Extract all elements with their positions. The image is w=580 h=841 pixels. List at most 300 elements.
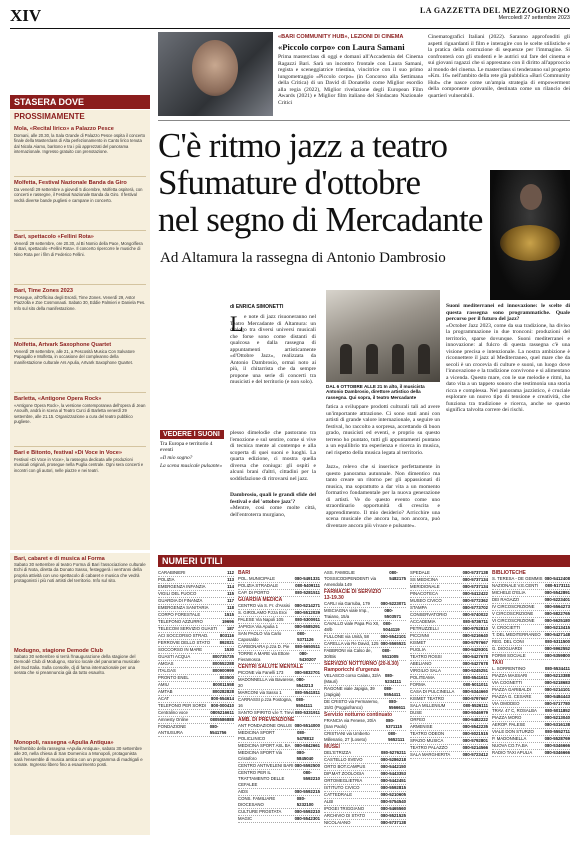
number-value: 080-5566611	[388, 699, 406, 710]
number-row	[410, 710, 488, 717]
number-label: T. DEL MEDITERRANEO	[492, 632, 541, 637]
article-text: e note di jazz risuoneranno nel Teatro Mercadante di Altamura: un dialogo tra diversi universi musicali che forse sono come distanti di qualcosa e dalla rassegna di appuntamenti artisticamente «d'Ottobre Jazz», realizzata da Antonio Dambrosio, ormai noto ai più, il chitarrista che da sempre propone una serie di concerti tra musicisti e del territorio (e non solo).	[230, 314, 316, 385]
number-row	[238, 651, 320, 664]
number-value: 112	[227, 570, 234, 575]
number-value: 800552288	[212, 661, 234, 666]
event-title: Bari, spettacolo «Fellini Rota»	[14, 234, 94, 240]
number-value: 080-5443353	[380, 771, 406, 776]
number-value: 080-5412408	[544, 576, 570, 581]
event-text: Da venerdì 29 settembre a giovedì 5 dicembre, Molfetta ospiterà, con concerti e rassegne, il Festival Nazionale Banda da Giro. Il festival vedrà diverse bande pugliesi e campane in concerto.	[14, 187, 143, 203]
number-label: MICHELE D'ELIA	[492, 590, 526, 595]
number-row	[158, 647, 234, 654]
number-row	[410, 689, 488, 696]
event-item	[10, 178, 150, 229]
number-row	[158, 689, 234, 696]
number-label: REG. DEL CONI	[492, 639, 524, 644]
number-label: RAGONE viale Japigia, 39 (Japigia)	[324, 686, 375, 697]
number-row	[324, 621, 406, 634]
number-row	[238, 809, 320, 816]
number-value: 080-5011011	[463, 682, 488, 687]
number-row	[158, 577, 234, 584]
number-label: AMTAB	[158, 689, 173, 694]
number-value: 080-5737134	[462, 577, 488, 582]
number-value: 080-5046979	[462, 710, 488, 715]
number-value: 080-5409111	[295, 583, 320, 588]
event-title: Barletta, «Antigone Opera Rock»	[14, 396, 102, 402]
number-row	[238, 610, 320, 617]
sidebar-bottom	[10, 553, 150, 835]
number-label: CASA DI PULCINELLA	[410, 689, 455, 694]
event-title: Monopoli, rassegna «Apulia Antiqua»	[14, 740, 114, 746]
number-label: CATTEDRALE	[324, 792, 353, 797]
headline-line-2: Sfumature d'ottobre	[158, 163, 421, 202]
number-row	[410, 724, 488, 731]
number-value: 080-5592210	[303, 770, 320, 781]
number-row	[158, 626, 234, 633]
number-value: 080-5625180	[544, 618, 570, 623]
event-text: Prosegue, all'Officina degli Esordi, Time Zones. Venerdì 29, Astor Piazzolla e Zoe Cosmonauti. Sabato 30, Eddie Palmieri e Daniela Pes. Info sul sito della manifestazione.	[14, 295, 146, 311]
number-row	[410, 619, 488, 626]
number-value: 800900999	[212, 668, 234, 673]
number-value: 113	[227, 577, 234, 582]
number-label: SPAZIO MUSICA	[410, 738, 444, 743]
number-value: 080-5717780	[544, 701, 570, 706]
number-value: 080-5245251	[462, 668, 488, 673]
number-label: MEDICINA SPORT ASL BA	[238, 743, 291, 748]
number-row	[492, 639, 570, 646]
number-row	[410, 584, 488, 591]
number-value: 114	[227, 584, 234, 589]
number-row	[492, 701, 570, 708]
numeri-utili-label: NUMERI UTILI	[162, 556, 223, 566]
number-label: 13-19.30	[324, 595, 344, 601]
number-row	[410, 633, 488, 640]
number-value: 080-5541811	[294, 690, 320, 695]
number-label: S. TERESA - DE GEMMIS	[492, 576, 543, 581]
number-value: 080-5797667	[462, 640, 488, 645]
number-label: CENTRO via S. Fr. d'Assisi	[238, 603, 290, 608]
number-label: FABBRONI via Calso de, 30/Bis	[324, 648, 372, 659]
number-row	[410, 717, 488, 724]
number-row	[492, 736, 570, 743]
number-value: 080-5792801	[462, 738, 488, 743]
number-value: 080-5223071	[380, 601, 406, 606]
number-label: CAP. DI PORTO	[238, 590, 270, 595]
city-heading: BARI	[238, 570, 251, 576]
number-row	[324, 601, 406, 608]
number-label: AMIU	[158, 682, 169, 687]
number-row	[238, 617, 320, 624]
number-row	[492, 687, 570, 694]
number-label: ANT FONDAZIONE ONLUS	[238, 723, 292, 728]
number-row	[158, 605, 234, 612]
number-value: 080-5430207	[299, 651, 317, 662]
number-label: IPOGEI TRIGGIANO	[324, 806, 365, 811]
number-label: POL. MUNICIPALE	[238, 576, 275, 581]
number-label: POLIZIA	[158, 577, 175, 582]
number-label: FONDAZIONE ANTIUSURA	[158, 724, 187, 735]
number-value: 080-5504111	[295, 697, 313, 708]
article-col-4	[446, 303, 570, 523]
number-value: 080-5484443	[544, 694, 570, 699]
number-row	[238, 730, 320, 743]
number-value: 080-5754540	[380, 799, 406, 804]
number-value: 115	[227, 591, 234, 596]
number-label: PICONE via Fanelli 173	[238, 670, 284, 675]
number-label: KISMET	[410, 640, 426, 645]
guitar-shape	[500, 225, 560, 261]
number-value: 800735735	[212, 654, 234, 659]
number-label: ACCADEMIA	[410, 619, 436, 624]
number-value: 080-5371115	[385, 718, 402, 729]
number-label: NAZIONALE V.E.CENTI	[492, 583, 539, 588]
number-value: 080-5173111	[545, 583, 570, 588]
headline-line-3: nel segno di Mercadante	[158, 200, 483, 239]
number-value: 080-5344660	[462, 689, 488, 694]
event-item	[10, 553, 150, 645]
number-row	[410, 605, 488, 612]
number-value: 080-5491331	[294, 576, 320, 581]
number-value: 080-5331911	[294, 710, 320, 715]
number-row	[324, 813, 406, 820]
promo-kicker: «BARI COMMUNITY HUB», LEZIONI DI CINEMA	[278, 34, 404, 40]
number-row	[324, 778, 406, 785]
headline-line-1: C'è ritmo jazz a teatro	[158, 126, 448, 165]
number-label: IV CIRCOSCRIZIONE	[492, 604, 535, 609]
number-label: AEROP. PALESE	[492, 722, 526, 727]
number-value: 800-554614	[211, 696, 234, 701]
number-label: KISMET TEATRO	[410, 696, 445, 701]
drop-cap: L	[230, 311, 244, 336]
number-value: 080-5592210	[294, 809, 320, 814]
article-question: Dambrosio, quali le grandi sfide del festival e del 'ottobre jazz'?	[230, 492, 316, 505]
number-row	[158, 661, 234, 668]
sidebar-band-label: STASERA DOVE	[14, 97, 85, 107]
event-text: Sabato 30 settembre si terrà l'inaugurazione della stagione del Demodé Club di Modugno, storico locale del panorama musicale del Sud Italia. Sulla consolle, dj di fama internazionale per una serata che si preannuncia già da tutto esaurito.	[14, 654, 140, 676]
number-row	[158, 619, 234, 626]
number-row	[324, 785, 406, 792]
subheadline: Ad Altamura la rassegna di Antonio Dambrosio	[160, 250, 446, 266]
number-label: POLIZIA STRADALE	[238, 583, 279, 588]
number-value: 080-5822765	[544, 611, 570, 616]
event-title: Molfetta, Artvark Saxophone Quartet	[14, 342, 112, 348]
number-value: 080-5311500	[544, 639, 570, 644]
numeri-utili-band	[158, 555, 570, 567]
masthead-title: LA GAZZETTA DEL MEZZOGIORNO	[419, 6, 570, 15]
number-row	[238, 603, 320, 610]
number-label: ORTOMEGLIETRIA	[324, 778, 363, 783]
byline: di ENRICA SIMONETTI	[230, 304, 284, 310]
number-value: 080-5503571	[384, 608, 402, 619]
number-row	[492, 743, 570, 750]
number-label: PALESE Via Napoli 105	[238, 617, 284, 622]
number-value: 080-5442451	[380, 778, 406, 783]
number-label: CENTRI SALUTE MENTALE	[238, 664, 304, 670]
number-row	[410, 640, 488, 647]
number-row	[410, 570, 488, 577]
number-label: FULLONE via Unità, 58	[324, 634, 369, 639]
number-label: FORMA	[410, 682, 426, 687]
number-row	[324, 757, 406, 764]
number-value: 0805586888	[210, 717, 234, 722]
number-row	[324, 792, 406, 799]
masthead	[420, 6, 570, 21]
number-value: 080-5300911	[294, 617, 320, 622]
number-row	[238, 644, 320, 651]
number-row	[410, 738, 488, 745]
number-label: EMERGENZA INFANZIA	[158, 584, 206, 589]
number-value: 080-5565521	[380, 641, 406, 646]
number-row	[410, 703, 488, 710]
section-box-quote: «Il mio sogno?	[160, 455, 193, 461]
number-value: 080-5554411	[383, 686, 401, 697]
number-row	[324, 608, 406, 621]
number-value: 080-5650511	[294, 644, 320, 649]
number-label: MADONNELLA via Bavarese, 20	[238, 677, 295, 688]
number-value: 080-5482175	[389, 570, 406, 581]
event-item	[10, 124, 150, 175]
number-value: 803500	[219, 675, 234, 680]
number-row	[410, 675, 488, 682]
event-divider	[14, 446, 146, 447]
issue-date: Mercoledì 27 settembre 2023	[498, 15, 570, 21]
number-row	[492, 590, 570, 597]
number-label: VIA COGNETTI	[492, 680, 523, 685]
number-label: CORPO FORESTALE	[158, 612, 201, 617]
number-label: SERVIZIO NOTTURNO (20-8.30)	[324, 661, 399, 667]
number-row	[158, 598, 234, 605]
number-label: DEL'ETRIZZA	[324, 750, 352, 755]
number-value: 080-5564273	[544, 604, 570, 609]
number-row	[238, 677, 320, 690]
number-value: 080-5223401	[544, 597, 570, 602]
number-value: 080-5346666	[544, 743, 570, 748]
number-label: VIGILI DEL FUOCO	[158, 591, 197, 596]
number-label: VELASCO corso Calatu, 32/A (Mauri)	[324, 673, 381, 684]
number-value: 080-5521525	[380, 813, 406, 818]
number-value: 080-5276211	[380, 750, 406, 755]
number-value: 080-5541611	[462, 675, 488, 680]
photo-caption: DAL 6 OTTOBRE ALLE 21 In alto, il musicista Antonio Dambrosio, direttore artistico della rassegna. Qui sopra, il teatro Mercadante	[326, 384, 425, 400]
event-item	[10, 340, 150, 391]
page-number: XIV	[10, 6, 42, 25]
article-col-1	[230, 311, 316, 422]
number-label: SALA MARGHERITA	[410, 752, 451, 757]
number-row	[238, 624, 320, 631]
number-value: 080-5542301	[294, 816, 320, 821]
number-row	[158, 584, 234, 591]
number-row	[492, 632, 570, 639]
event-text: Venerdì 29 settembre, alle 21, a Pescosità Musica Con Salvatore Papagallo e Molfetta, in occasione del compleanno della manifestazione culturale Ars Apulia, Artvark Saxophone Quartet.	[14, 349, 135, 365]
number-value: 080-5218683	[544, 680, 570, 685]
number-label: FERROVIE DELLO STATO	[158, 640, 211, 645]
number-label: V CIRCOSCRIZIONE	[492, 611, 534, 616]
number-value: 080-5797667	[462, 696, 488, 701]
number-row	[492, 653, 570, 660]
number-label: VIALE DON STURZO	[492, 729, 534, 734]
number-label: SOCCORSO IN MARE	[158, 647, 203, 652]
event-text: Domani, alle 20.30, la Sala Grande di Palazzo Pesce ospita il concerto finale della Masterclass di Alta perfezionamento in Canto lirico tenuta dal Nicola Aiamo, baritono e tra i più apprezzati del panorama internazionale. Ingresso gratuito con prenotazione.	[14, 133, 146, 154]
number-label: MUSEI	[324, 744, 340, 750]
number-label: SALA MILLENIUM	[410, 703, 446, 708]
number-value: 080-5210605	[380, 792, 406, 797]
number-label: TELECOM SERVIZIO GUASTI	[158, 626, 218, 631]
number-value: 800282828	[212, 689, 234, 694]
article-text: Jazz», relevo che si inserisce perfettamente in questo panorama autunnale. Non dimentico ma tanto creare un ritorno per gli appassionati di musica, ma soprattutto a dar vita a un momento formativo fondamentale per la nuova generazione di artisti. Ve do questo evento come uno straordinario opportunità di crescita e apprendimento. Il mio desiderio? Arricchire una scena musicale che ancora ha, non ancora, può diventare ancora più vivace e pulsante».	[326, 464, 440, 529]
number-label: TAXI	[492, 660, 504, 666]
promo-title: «Piccolo corpo» con Laura Samani	[278, 42, 405, 52]
number-value: 080-5213415	[544, 625, 570, 630]
number-row	[492, 680, 570, 687]
event-title: Molfetta, Festival Nazionale Banda da Giro	[14, 180, 127, 186]
number-label: ABELIANO	[410, 661, 432, 666]
number-row	[492, 618, 570, 625]
number-label: ALBI	[324, 799, 334, 804]
number-row	[492, 597, 570, 604]
number-label: NUOVA CO.TA.BA	[492, 743, 528, 748]
number-value: 080-5514000	[294, 723, 320, 728]
number-row	[410, 668, 488, 675]
event-text: «Antigone Opera Rock», la versione contemporanea dell'opera di Jean Anouilh, andrà in scena al Teatro Curci di Barletta venerdì 29 settembre, alle 21.15. Organizzazione a cura del teatro pubblico pugliese.	[14, 403, 146, 424]
event-title: Bari, cabaret e di musica al Forma	[14, 556, 105, 562]
promo-body-2: Cinematografici Italiani (2022). Saranno approfonditi gli aspetti riguardanti il film e interagire con le scelte stilistiche e la pratica della costruzione di sequenze per l'immagine. Si confronterà con gli studenti e le autrici sul fare del cinema e sui giovani ragazzi che si apprestano con il diritto all'approccio al mondo del cinema. Le masterclass si tenderanno sul progetto «Km. 16» nell'ambito della rete già pubblica «Bari Community Hub» che nasce come un'ampia strategia di empowerment della componente giovanile, destinata come un rilancio dei quartieri vulnerabili.	[428, 34, 570, 99]
number-value: 080-5232100	[296, 796, 314, 807]
event-text: Festival «Di Voce in Voce», la rassegna dedicata alle produzioni musicali originali, prosegue nella Puglia centrale. Ogni sera concerti e incontri con gli autori, nelle piazze e nei teatri.	[14, 457, 144, 473]
number-row	[238, 697, 320, 710]
event-text: Venerdì 29 settembre, ore 20.30, al Bi Nomio della Pace, Mongolfiera di Bari, spettacolo «Fellini Rota». Il concerto ripercorre le musiche di Nino Rota per i film di Federico Fellini.	[14, 241, 143, 257]
number-row	[492, 722, 570, 729]
number-label: L. SORRENTINO	[492, 666, 526, 671]
number-row	[158, 570, 234, 577]
number-label: MARCONI via Sasso 1	[238, 690, 282, 695]
number-label: SS MEDICINA	[410, 577, 438, 582]
number-row	[492, 694, 570, 701]
number-value: 080-5281511	[294, 590, 320, 595]
event-divider	[14, 338, 146, 339]
number-label: TEATRO ROSSI	[410, 654, 442, 659]
event-item	[10, 394, 150, 445]
section-box-sub: Tra Europa e territorio 4 eventi	[160, 441, 213, 453]
number-row	[410, 661, 488, 668]
number-value: 118	[227, 605, 234, 610]
section-box	[160, 430, 224, 469]
number-label: RADIO TAXI APULIA	[492, 750, 533, 755]
promo-body: Prima masterclass di oggi e domani all'Accademia del Cinema Ragazzi Bari. Sarà un incontro frontale con Laura Samani, regista e sceneggiatrice triestina, vincitrice con il suo primo lungometraggio «Piccolo corpo» (in Concorso alla Settimana della Critica) di un David di Donatello come Miglior esordio alla regia (2022), Miglior rivelazione degli European Film Awards (2021) e Miglior film italiano del Sindacato Nazionale Critici	[278, 54, 423, 106]
number-row	[238, 583, 320, 590]
number-value: 080-5534411	[544, 666, 570, 671]
number-row	[238, 816, 320, 823]
number-label: TORRE A MARE via Ettore Fieramosca	[238, 651, 290, 662]
number-value: 080-5526111	[463, 703, 488, 708]
musician-photo	[490, 170, 570, 300]
article-text: «October Jazz 2023, come da sua tradizione, ha diviso la programmazione in due tronconi: produzioni del territorio, sparse dovunque. Suoni mediterranei e innovazione: al fulcro di questa rassegna c'è una visione precisa e intenzionale. La nostra ambizione è riconnettere il jazz al Mediterraneo, quel mare che da secoli è un crocevia di culture e suoni, un luogo dove l'innovazione e la tradizione convivono e si alimentano a vicenda. Questo mare, con le sue melodie e ritmi, ha dato vita a un tappeto sonoro che testimonia una storia ricca e complessa. Nel panorama jazzistico, è cruciale esplorare un nuovo tipo di tensione e creatività, che funziona tra tradizione e ricerca, anche se questo significa talvolta correre dei rischi.	[446, 322, 570, 413]
number-value: 080-5737138	[462, 570, 488, 575]
number-value: 080-5542891	[544, 590, 570, 595]
number-value: 080-5044119	[383, 621, 400, 632]
number-value: 080-5214566	[462, 745, 488, 750]
number-value: 080-5842661	[294, 743, 320, 748]
number-value: 080-5346666	[544, 750, 570, 755]
number-label: PINACOTECA	[410, 591, 438, 596]
number-value: 080-5542235	[462, 724, 488, 729]
number-label: MUSEO CIVICO	[410, 598, 442, 603]
number-value: 080-5021515	[462, 731, 488, 736]
number-value: 080-5427678	[462, 661, 488, 666]
number-label: V. CROCIETTI	[492, 625, 521, 630]
number-label: CARELLA via Re David, 125	[324, 641, 379, 646]
number-label: FORMI SOCIALE	[492, 653, 526, 658]
number-row	[238, 670, 320, 677]
number-row	[158, 703, 234, 710]
number-value: 080-5552711	[544, 729, 570, 734]
number-label: CONS. FAMILIARE DIOCESANO	[238, 796, 276, 807]
number-label: MERIDIONALE	[410, 584, 440, 589]
number-row	[492, 708, 570, 715]
number-label: CRISTIANI via Umberto Millenario, 27 (Loseto)	[324, 731, 370, 742]
number-row	[492, 576, 570, 583]
number-value: 080-5652111	[388, 731, 405, 742]
number-label: Servizio notturno continuato	[324, 712, 393, 718]
number-label: ORFEO	[410, 717, 426, 722]
number-label: CAVALLO viale Papa Pio XII, 48/b	[324, 621, 380, 632]
event-item	[10, 645, 150, 737]
number-label: CASTELLO SVEVO	[324, 757, 363, 762]
number-value: 117	[227, 598, 234, 603]
number-label: AMGAS	[158, 661, 174, 666]
event-divider	[14, 284, 146, 285]
number-value: 080-5592215	[294, 789, 320, 794]
number-value: 080-5213040	[544, 715, 570, 720]
theatre-photo	[326, 290, 440, 382]
number-value: 080-5482222	[462, 717, 488, 722]
numbers-col-4	[410, 570, 488, 759]
number-row	[410, 752, 488, 759]
number-row	[324, 771, 406, 778]
sidebar-section-title: PROSSIMAMENTE	[14, 112, 85, 121]
number-value: 080-5737134	[462, 584, 488, 589]
number-value: 080-5592815	[380, 785, 406, 790]
number-value: 1515	[224, 612, 234, 617]
event-title: Bari e Bitonto, festival «Di Voce in Voce»	[14, 450, 122, 456]
number-row	[410, 598, 488, 605]
number-row	[238, 750, 320, 763]
number-value: 800-000410	[211, 703, 234, 708]
column-shape	[392, 344, 404, 374]
number-value: 080-5737138	[380, 820, 406, 825]
number-row	[158, 668, 234, 675]
number-row	[324, 799, 406, 806]
number-value: 803116	[219, 633, 234, 638]
number-row	[158, 717, 234, 724]
number-label: CARABINIERI	[158, 570, 186, 575]
number-label: CONSERVATORIO	[410, 612, 447, 617]
number-label: PETRUZZELLI	[410, 626, 439, 631]
number-label: Centralino voce	[158, 710, 188, 715]
number-label: EMERGENZA SANITARIA	[158, 605, 209, 610]
number-value: 080-5359800	[544, 653, 570, 658]
number-value: 19696	[222, 619, 234, 624]
number-label: GUARDIA DI FINANZA	[158, 598, 203, 603]
number-row	[492, 729, 570, 736]
event-divider	[14, 392, 146, 393]
number-row	[158, 640, 234, 647]
number-row	[158, 724, 234, 737]
number-value: 080-5429301	[462, 647, 488, 652]
number-label: ARCHIVIO DI STATO	[324, 813, 366, 818]
event-item	[10, 448, 150, 499]
number-label: MEDICINA SPORT POLICLINICO	[238, 730, 275, 741]
main-headline	[158, 127, 488, 238]
